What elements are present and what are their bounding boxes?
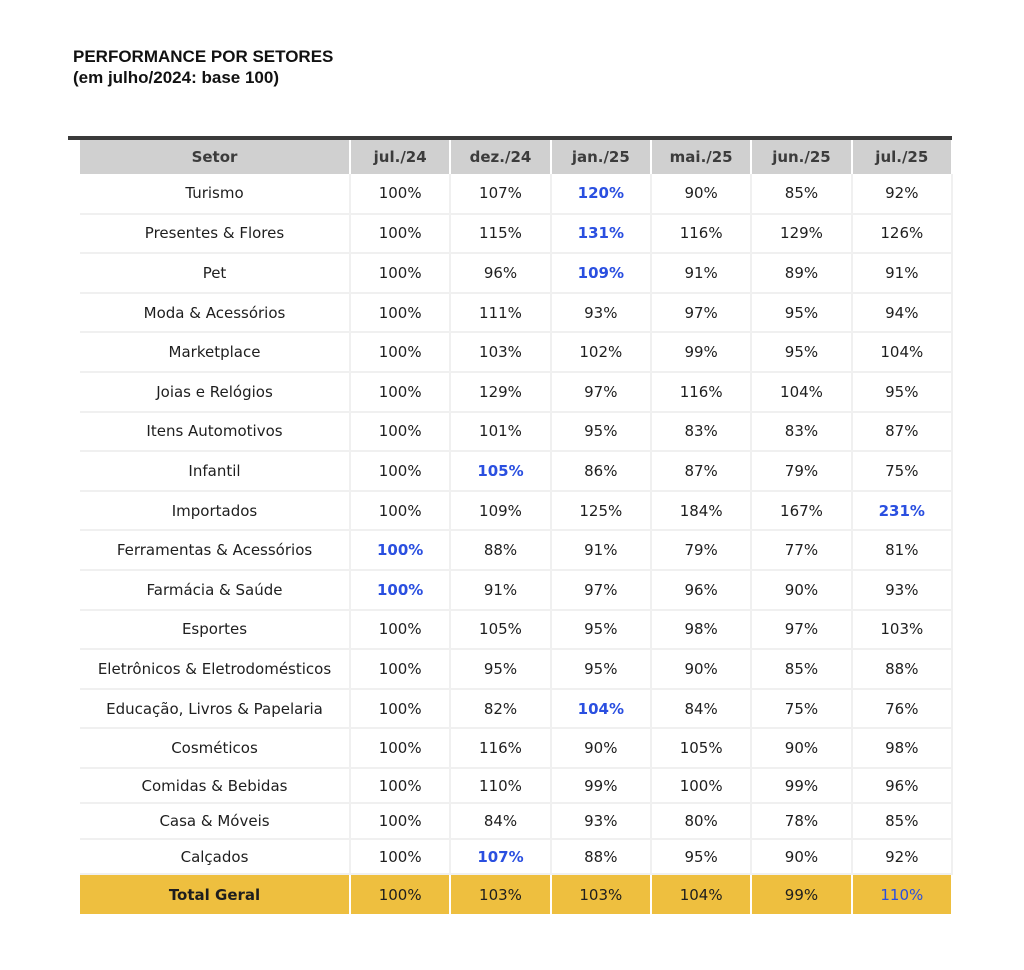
value-cell: 105% (450, 451, 550, 491)
value-cell: 116% (651, 214, 751, 254)
table-row (80, 530, 952, 570)
value-cell: 95% (551, 412, 651, 452)
value-cell: 100% (350, 174, 450, 214)
value-cell: 90% (751, 839, 851, 875)
total-value-cell: 104% (651, 874, 751, 914)
value-cell: 104% (852, 332, 952, 372)
value-cell: 91% (450, 570, 550, 610)
value-cell: 93% (551, 803, 651, 839)
table-row (80, 839, 952, 875)
performance-table (80, 140, 953, 914)
value-cell: 99% (651, 332, 751, 372)
value-cell: 85% (852, 803, 952, 839)
value-cell: 89% (751, 253, 851, 293)
setor-cell: Casa & Móveis (80, 803, 350, 839)
value-cell: 78% (751, 803, 851, 839)
value-cell: 82% (450, 689, 550, 729)
value-cell: 100% (350, 728, 450, 768)
value-cell: 87% (651, 451, 751, 491)
value-cell: 100% (350, 803, 450, 839)
value-cell: 131% (551, 214, 651, 254)
value-cell: 90% (751, 728, 851, 768)
value-cell: 100% (350, 570, 450, 610)
value-cell: 100% (350, 372, 450, 412)
title-line-2: (em julho/2024: base 100) (73, 68, 279, 87)
value-cell: 93% (551, 293, 651, 333)
table-row (80, 253, 952, 293)
setor-cell: Importados (80, 491, 350, 531)
value-cell: 91% (651, 253, 751, 293)
value-cell: 90% (651, 649, 751, 689)
value-cell: 100% (350, 293, 450, 333)
table-row (80, 570, 952, 610)
value-cell: 100% (350, 253, 450, 293)
value-cell: 88% (551, 839, 651, 875)
header-jul-25: jul./25 (852, 140, 952, 174)
value-cell: 85% (751, 649, 851, 689)
value-cell: 75% (751, 689, 851, 729)
setor-cell: Moda & Acessórios (80, 293, 350, 333)
page-title (73, 46, 333, 88)
value-cell: 95% (450, 649, 550, 689)
value-cell: 97% (551, 372, 651, 412)
setor-cell: Turismo (80, 174, 350, 214)
header-setor: Setor (80, 140, 350, 174)
value-cell: 129% (751, 214, 851, 254)
value-cell: 107% (450, 174, 550, 214)
value-cell: 97% (651, 293, 751, 333)
value-cell: 100% (350, 214, 450, 254)
value-cell: 111% (450, 293, 550, 333)
value-cell: 116% (450, 728, 550, 768)
value-cell: 99% (751, 768, 851, 804)
value-cell: 79% (651, 530, 751, 570)
value-cell: 90% (551, 728, 651, 768)
value-cell: 184% (651, 491, 751, 531)
value-cell: 88% (852, 649, 952, 689)
setor-cell: Marketplace (80, 332, 350, 372)
value-cell: 109% (551, 253, 651, 293)
value-cell: 83% (651, 412, 751, 452)
value-cell: 95% (551, 610, 651, 650)
setor-cell: Eletrônicos & Eletrodomésticos (80, 649, 350, 689)
value-cell: 100% (350, 491, 450, 531)
value-cell: 90% (651, 174, 751, 214)
value-cell: 98% (852, 728, 952, 768)
total-value-cell: 99% (751, 874, 851, 914)
value-cell: 95% (751, 332, 851, 372)
value-cell: 77% (751, 530, 851, 570)
value-cell: 92% (852, 839, 952, 875)
value-cell: 100% (651, 768, 751, 804)
total-value-cell: 110% (852, 874, 952, 914)
value-cell: 105% (450, 610, 550, 650)
total-value-cell: 103% (551, 874, 651, 914)
table-row (80, 293, 952, 333)
table-row (80, 332, 952, 372)
value-cell: 97% (751, 610, 851, 650)
value-cell: 84% (651, 689, 751, 729)
value-cell: 88% (450, 530, 550, 570)
header-mai-25: mai./25 (651, 140, 751, 174)
table-row (80, 451, 952, 491)
setor-cell: Infantil (80, 451, 350, 491)
value-cell: 91% (551, 530, 651, 570)
table-row (80, 803, 952, 839)
table-row (80, 728, 952, 768)
value-cell: 102% (551, 332, 651, 372)
value-cell: 91% (852, 253, 952, 293)
table-row (80, 214, 952, 254)
total-value-cell: 103% (450, 874, 550, 914)
value-cell: 100% (350, 768, 450, 804)
value-cell: 125% (551, 491, 651, 531)
setor-cell: Educação, Livros & Papelaria (80, 689, 350, 729)
value-cell: 96% (651, 570, 751, 610)
table-row (80, 174, 952, 214)
value-cell: 93% (852, 570, 952, 610)
value-cell: 79% (751, 451, 851, 491)
table-row (80, 372, 952, 412)
header-dez-24: dez./24 (450, 140, 550, 174)
value-cell: 84% (450, 803, 550, 839)
value-cell: 104% (751, 372, 851, 412)
value-cell: 107% (450, 839, 550, 875)
table-row (80, 768, 952, 804)
value-cell: 87% (852, 412, 952, 452)
setor-cell: Cosméticos (80, 728, 350, 768)
table-row (80, 689, 952, 729)
setor-cell: Calçados (80, 839, 350, 875)
header-jul-24: jul./24 (350, 140, 450, 174)
setor-cell: Farmácia & Saúde (80, 570, 350, 610)
table-row (80, 610, 952, 650)
value-cell: 104% (551, 689, 651, 729)
value-cell: 97% (551, 570, 651, 610)
value-cell: 109% (450, 491, 550, 531)
setor-cell: Presentes & Flores (80, 214, 350, 254)
value-cell: 81% (852, 530, 952, 570)
value-cell: 100% (350, 332, 450, 372)
table-row (80, 649, 952, 689)
total-value-cell: 100% (350, 874, 450, 914)
value-cell: 231% (852, 491, 952, 531)
value-cell: 96% (450, 253, 550, 293)
value-cell: 90% (751, 570, 851, 610)
value-cell: 103% (852, 610, 952, 650)
value-cell: 95% (651, 839, 751, 875)
value-cell: 95% (852, 372, 952, 412)
value-cell: 100% (350, 839, 450, 875)
value-cell: 85% (751, 174, 851, 214)
value-cell: 105% (651, 728, 751, 768)
value-cell: 92% (852, 174, 952, 214)
value-cell: 76% (852, 689, 952, 729)
value-cell: 100% (350, 412, 450, 452)
value-cell: 110% (450, 768, 550, 804)
table-row (80, 412, 952, 452)
value-cell: 80% (651, 803, 751, 839)
value-cell: 86% (551, 451, 651, 491)
setor-cell: Itens Automotivos (80, 412, 350, 452)
table-row (80, 491, 952, 531)
value-cell: 100% (350, 649, 450, 689)
value-cell: 75% (852, 451, 952, 491)
setor-cell: Ferramentas & Acessórios (80, 530, 350, 570)
value-cell: 96% (852, 768, 952, 804)
value-cell: 94% (852, 293, 952, 333)
setor-cell: Pet (80, 253, 350, 293)
value-cell: 115% (450, 214, 550, 254)
header-jan-25: jan./25 (551, 140, 651, 174)
value-cell: 126% (852, 214, 952, 254)
value-cell: 167% (751, 491, 851, 531)
header-jun-25: jun./25 (751, 140, 851, 174)
value-cell: 116% (651, 372, 751, 412)
title-line-1: PERFORMANCE POR SETORES (73, 47, 334, 66)
value-cell: 120% (551, 174, 651, 214)
value-cell: 129% (450, 372, 550, 412)
table-body (80, 174, 952, 914)
value-cell: 100% (350, 610, 450, 650)
value-cell: 95% (751, 293, 851, 333)
value-cell: 98% (651, 610, 751, 650)
total-label-cell: Total Geral (80, 874, 350, 914)
value-cell: 99% (551, 768, 651, 804)
value-cell: 95% (551, 649, 651, 689)
value-cell: 103% (450, 332, 550, 372)
value-cell: 83% (751, 412, 851, 452)
setor-cell: Joias e Relógios (80, 372, 350, 412)
setor-cell: Comidas & Bebidas (80, 768, 350, 804)
value-cell: 100% (350, 451, 450, 491)
value-cell: 100% (350, 689, 450, 729)
total-row (80, 874, 952, 914)
value-cell: 100% (350, 530, 450, 570)
setor-cell: Esportes (80, 610, 350, 650)
table-header-row (80, 140, 952, 174)
value-cell: 101% (450, 412, 550, 452)
